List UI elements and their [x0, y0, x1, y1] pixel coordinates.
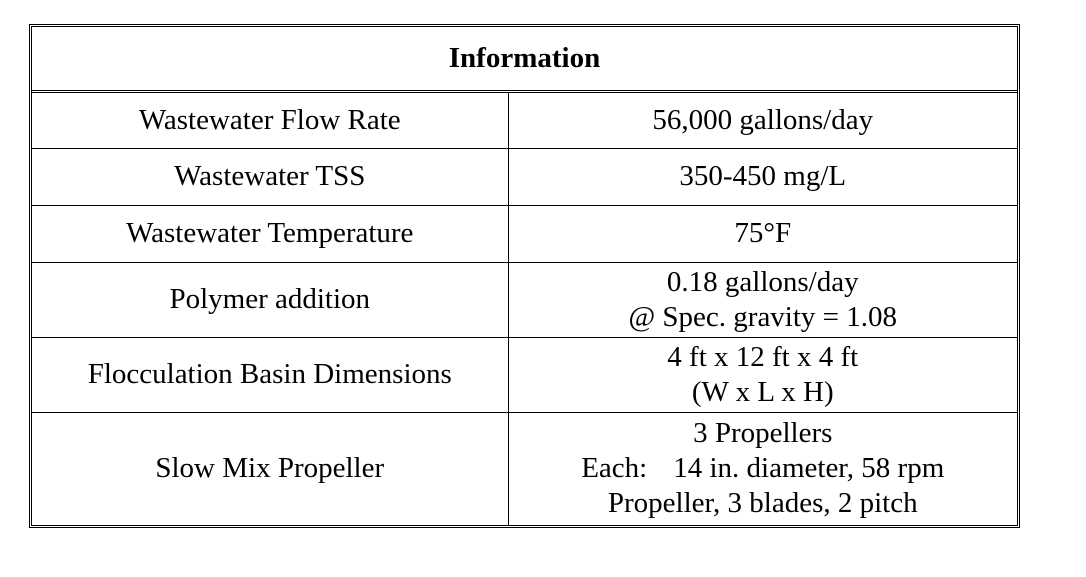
row-value: [508, 262, 1017, 337]
value-line: (W x L x H): [691, 375, 834, 408]
value-line: 0.18 gallons/day: [666, 265, 859, 298]
row-label: Polymer addition: [32, 262, 508, 337]
table-row: [32, 262, 1017, 337]
table-row: [32, 412, 1017, 525]
row-label: Wastewater Flow Rate: [32, 91, 508, 148]
table-row: [32, 91, 1017, 148]
row-label: Slow Mix Propeller: [32, 412, 508, 525]
row-value: [508, 337, 1017, 412]
row-label: Flocculation Basin Dimensions: [32, 337, 508, 412]
row-label: Wastewater Temperature: [32, 205, 508, 262]
table-row: [32, 337, 1017, 412]
table-row: [32, 148, 1017, 205]
value-line: Propeller, 3 blades, 2 pitch: [607, 487, 918, 520]
information-table: [32, 27, 1017, 525]
table-title: Information: [32, 27, 1017, 91]
value-line: 350-450 mg/L: [679, 160, 847, 193]
row-label: Wastewater TSS: [32, 148, 508, 205]
table-header-row: [32, 27, 1017, 91]
value-line: 4 ft x 12 ft x 4 ft: [667, 340, 859, 373]
value-line: @ Spec. gravity = 1.08: [628, 300, 898, 333]
value-line: 56,000 gallons/day: [652, 103, 874, 136]
value-line: 75°F: [734, 217, 792, 250]
each-label: Each:: [581, 452, 648, 485]
table-row: [32, 205, 1017, 262]
row-value: [508, 205, 1017, 262]
value-line: [515, 451, 1012, 486]
information-table-frame: [29, 24, 1020, 528]
row-value: [508, 91, 1017, 148]
row-value: [508, 148, 1017, 205]
value-line: 3 Propellers: [693, 417, 833, 450]
row-value: [508, 412, 1017, 525]
propeller-spec: 14 in. diameter, 58 rpm: [673, 452, 945, 485]
